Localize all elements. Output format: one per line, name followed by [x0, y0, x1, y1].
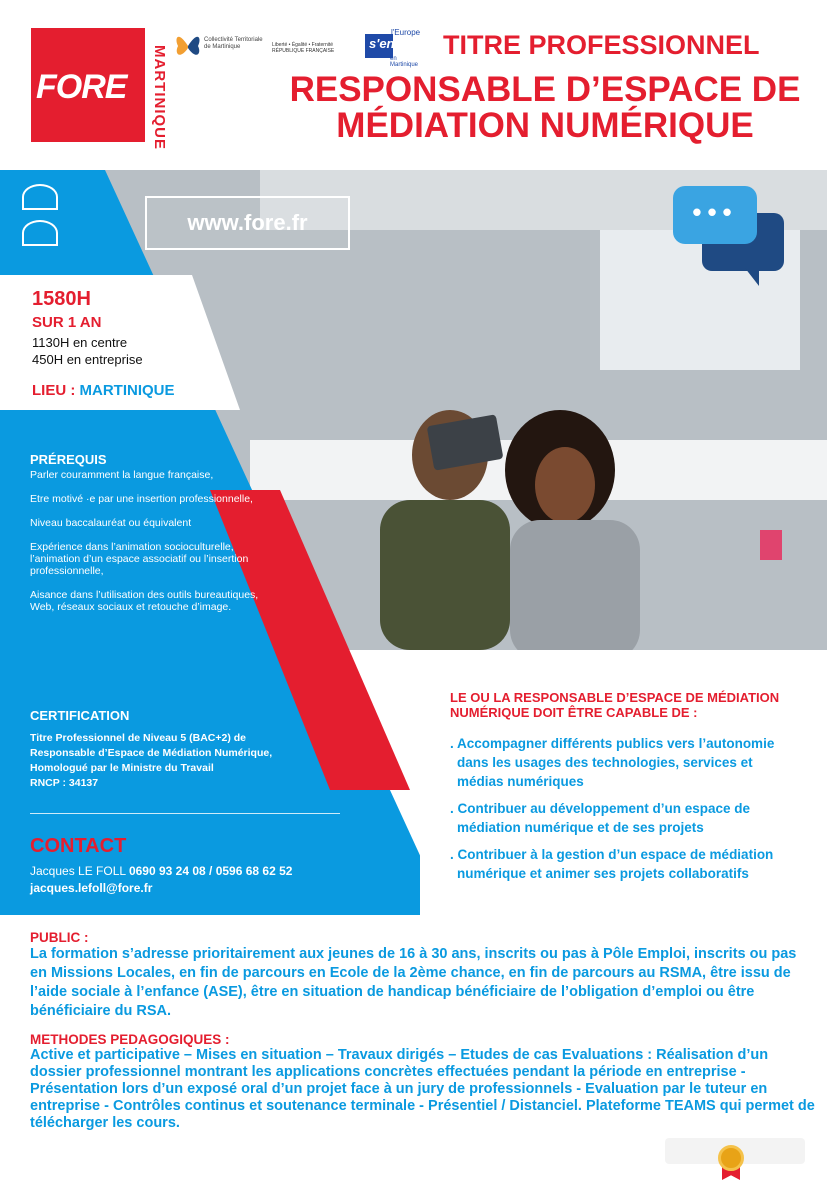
contact-section: CONTACT Jacques LE FOLL 0690 93 24 08 / 0596 68 62 52 jacques.lefoll@fore.fr — [30, 835, 293, 895]
location: LIEU : MARTINIQUE — [32, 382, 175, 399]
list-item: . Contribuer au développement d’un espace de médiation numérique et de ses projets — [450, 801, 751, 835]
chat-bubble-icon: ••• — [673, 186, 757, 244]
list-item: Aisance dans l’utilisation des outils bureautiques, Web, réseaux sociaux et retouche d’image. — [30, 589, 259, 613]
butterfly-icon — [174, 28, 202, 64]
list-item: . Contribuer à la gestion d’un espace de médiation numérique et animer ses projets collaboratifs — [450, 847, 774, 881]
fore-logo-text: FORE — [36, 68, 127, 106]
email-link[interactable]: jacques.lefoll@fore.fr — [30, 881, 153, 895]
ctm-logo: Collectivité Territoriale de Martinique — [174, 28, 264, 68]
logo-martinique: MARTINIQUE — [151, 45, 168, 150]
chat-bubble-tail-icon — [745, 268, 759, 286]
skills-section: LE OU LA RESPONSABLE D’ESPACE DE MÉDIATION NUMÉRIQUE DOIT ÊTRE CAPABLE DE : . Accompagner différents publics vers l’autonomie dans les usages des technologies, services et médias numériques . Contribuer au développement d’un espace de médiation numérique et de ses projets . Contribuer à la gestion d’un espace de médiation numérique et animer ses projets collaboratifs — [450, 690, 790, 891]
list-item: . Accompagner différents publics vers l’autonomie dans les usages des technologies, services et médias numériques — [450, 736, 775, 789]
divider — [30, 813, 340, 814]
europe-logo: l'Europe s'engage en Martinique — [365, 28, 421, 72]
duration-info: 1580H SUR 1 AN 1130H en centre 450H en entreprise — [32, 288, 143, 367]
prerequis-section: PRÉREQUIS Parler couramment la langue française, Etre motivé ·e par une insertion professionnelle, Niveau baccalauréat ou équivalent Expérience dans l’animation socioculturelle, l’animation d’un espace associatif ou l’insertion professionnelle, Aisance dans l’utilisation des outils bureautiques, Web, réseaux sociaux et retouche d’image. — [30, 452, 270, 625]
award-badges — [22, 184, 66, 254]
certification-section: CERTIFICATION Titre Professionnel de Niveau 5 (BAC+2) de Responsable d’Espace de Médiation Numérique, Homologué par le Ministre du Travail RNCP : 34137 — [30, 708, 273, 789]
list-item: Etre motivé ·e par une insertion professionnelle, — [30, 493, 253, 505]
republique-francaise-logo: Liberté • Égalité • Fraternité RÉPUBLIQUE FRANÇAISE — [272, 42, 335, 54]
website-link[interactable]: www.fore.fr — [145, 196, 350, 250]
laurel-icon — [22, 184, 58, 210]
list-item: Parler couramment la langue française, — [30, 469, 214, 481]
medal-icon — [718, 1145, 744, 1171]
page-title: RESPONSABLE D’ESPACE DE MÉDIATION NUMÉRIQUE — [289, 70, 801, 145]
laurel-icon — [22, 220, 58, 246]
methodes-section: METHODES PEDAGOGIQUES : Active et participative – Mises en situation – Travaux dirigés – Etudes de cas Evaluations : Réalisation d’un dossier professionnel montrant les applications concrètes effectuées pendant la période en entreprise - Présentation lors d’un exposé oral d’un projet face à un jury de professionnels - Evaluation par le tuteur en entreprise - Contrôles continus et soutenance terminale - Présentiel / Distanciel. Plateforme TEAMS qui permet de télécharger les cours. — [30, 1032, 815, 1131]
list-item: Expérience dans l’animation socioculturelle, l’animation d’un espace associatif ou l’insertion professionnelle, — [30, 541, 249, 577]
list-item: Niveau baccalauréat ou équivalent — [30, 517, 192, 529]
page-title-line1: TITRE PROFESSIONNEL — [443, 30, 760, 60]
public-section: PUBLIC : La formation s’adresse prioritairement aux jeunes de 16 à 30 ans, inscrits ou pas à Pôle Emploi, inscrits ou pas en Missions Locales, en fin de parcours en Ecole de la 2ème chance, en fin de parcours au RSMA, être issu de l’aide sociale à l’enfance (ASE), être en situation de handicap bénéficiaire de l’obligation d’emploi ou être bénéficiaire du RSA. — [30, 930, 797, 1019]
